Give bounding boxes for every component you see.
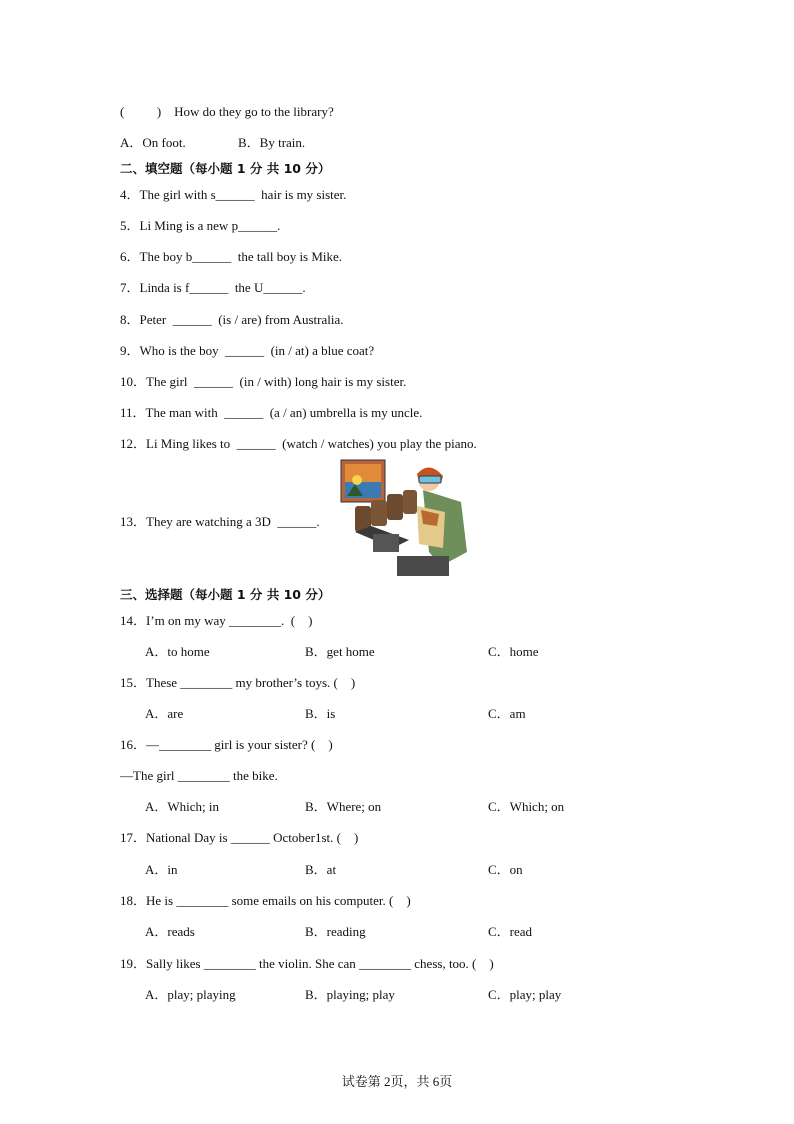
- fill-item-5: 5．Li Ming is a new p______.: [120, 218, 281, 233]
- page-footer: 试卷第 2页，共 6页: [341, 1074, 453, 1089]
- cinema-screen: [341, 460, 385, 502]
- choice-question-17: 17．National Day is ______ October1st. ( ): [120, 830, 359, 845]
- question-16-option-a: A．Which; in: [145, 799, 220, 814]
- choice-question-14: 14．I’m on my way ________. ( ): [120, 613, 313, 628]
- cinema-illustration: [333, 456, 473, 582]
- question-14-option-a: A．to home: [145, 644, 210, 659]
- question-19-option-b: B．playing; play: [305, 987, 395, 1002]
- question-17-option-b: B．at: [305, 862, 337, 877]
- question-14-option-c: C．home: [488, 644, 539, 659]
- fill-item-13: 13．They are watching a 3D ______.: [120, 514, 320, 529]
- fill-item-4: 4．The girl with s______ hair is my sister.: [120, 187, 347, 202]
- fill-item-8: 8．Peter ______ (is / are) from Australia.: [120, 312, 344, 327]
- choice-question-16-line-2: —The girl ________ the bike.: [120, 768, 278, 783]
- fill-item-6: 6．The boy b______ the tall boy is Mike.: [120, 249, 343, 264]
- question-18-option-b: B．reading: [305, 924, 366, 939]
- choice-question-15: 15．These ________ my brother’s toys. ( ): [120, 675, 356, 690]
- question-15-option-b: B．is: [305, 706, 336, 721]
- viewer-with-3d-glasses: [397, 467, 467, 576]
- question-19-option-c: C．play; play: [488, 987, 562, 1002]
- question-16-option-b: B．Where; on: [305, 799, 382, 814]
- question-19-option-a: A．play; playing: [145, 987, 236, 1002]
- question-17-option-a: A．in: [145, 862, 178, 877]
- fill-item-7: 7．Linda is f______ the U______.: [120, 280, 306, 295]
- question-14-option-b: B．get home: [305, 644, 375, 659]
- question-3-stem: ( ) How do they go to the library?: [120, 104, 334, 119]
- question-3-option-b: B．By train.: [238, 135, 306, 150]
- fill-item-12: 12．Li Ming likes to ______ (watch / watches) you play the piano.: [120, 436, 477, 451]
- question-18-option-a: A．reads: [145, 924, 195, 939]
- question-16-option-c: C．Which; on: [488, 799, 565, 814]
- question-15-option-c: C．am: [488, 706, 526, 721]
- choice-question-18: 18．He is ________ some emails on his computer. ( ): [120, 893, 411, 908]
- choice-question-16: 16．—________ girl is your sister? ( ): [120, 737, 333, 752]
- fill-item-10: 10．The girl ______ (in / with) long hair is my sister.: [120, 374, 407, 389]
- fill-item-9: 9．Who is the boy ______ (in / at) a blue coat?: [120, 343, 375, 358]
- question-3-option-a: A．On foot.: [120, 135, 186, 150]
- question-15-option-a: A．are: [145, 706, 184, 721]
- choice-question-19: 19．Sally likes ________ the violin. She can ________ chess, too. ( ): [120, 956, 494, 971]
- section-2-title: 二、填空题（每小题 1 分 共 10 分）: [120, 161, 331, 176]
- question-18-option-c: C．read: [488, 924, 533, 939]
- question-17-option-c: C．on: [488, 862, 523, 877]
- fill-item-11: 11．The man with ______ (a / an) umbrella is my uncle.: [120, 405, 423, 420]
- section-3-title: 三、选择题（每小题 1 分 共 10 分）: [120, 587, 331, 602]
